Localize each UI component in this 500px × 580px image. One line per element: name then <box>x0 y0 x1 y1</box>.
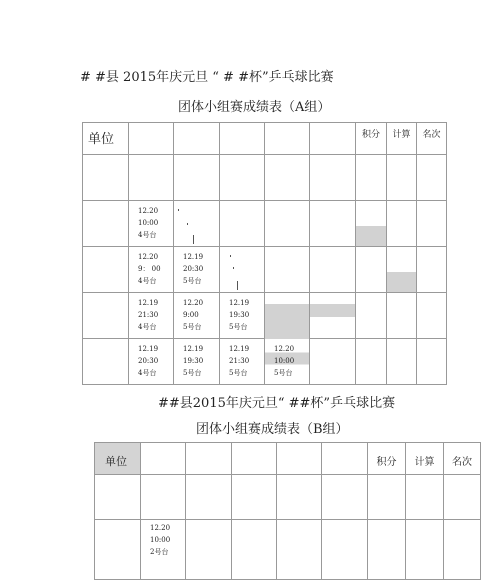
match-cell: 12.19 20:30 4号台 <box>129 339 174 385</box>
match-cell: 12.19 19:30 5号台 <box>174 339 220 385</box>
match-cell: 12.19 20:30 5号台 <box>174 247 220 293</box>
subtitle-a: 团体小组赛成绩表（A组） <box>178 100 331 115</box>
score-table-a <box>82 122 447 385</box>
match-cell: 12.19 21:30 4号台 <box>129 293 174 339</box>
title-b: ##县2015年庆元旦“ ##杯”乒乓球比赛 <box>158 396 396 411</box>
header-rank: 名次 <box>417 123 447 155</box>
diagonal-cell <box>310 339 356 385</box>
match-cell: 12.20 10:00 2号台 <box>141 520 186 580</box>
header-calc: 计算 <box>387 123 417 155</box>
header-points: 积分 <box>368 443 406 475</box>
header-unit: 单位 <box>83 123 129 155</box>
diagonal-cell <box>220 247 265 293</box>
match-cell: 12.20 9:00 5号台 <box>174 293 220 339</box>
header-rank: 名次 <box>444 443 481 475</box>
header-calc: 计算 <box>406 443 444 475</box>
diagonal-cell <box>174 201 220 247</box>
header-unit: 单位 <box>95 443 141 475</box>
match-cell: 12.19 21:30 5号台 <box>220 339 265 385</box>
title-a: # #县 2015年庆元旦 “ # #杯”乒乓球比赛 <box>80 70 334 85</box>
diagonal-cell <box>265 293 310 339</box>
subtitle-b: 团体小组赛成绩表（B组） <box>196 422 349 437</box>
match-cell: 12.20 9： 00 4号台 <box>129 247 174 293</box>
match-cell: 12.20 10:00 4号台 <box>129 201 174 247</box>
match-cell: 12.20 10:00 5号台 <box>265 339 310 385</box>
score-table-b <box>94 442 481 580</box>
header-points: 积分 <box>356 123 387 155</box>
match-cell: 12.19 19:30 5号台 <box>220 293 265 339</box>
